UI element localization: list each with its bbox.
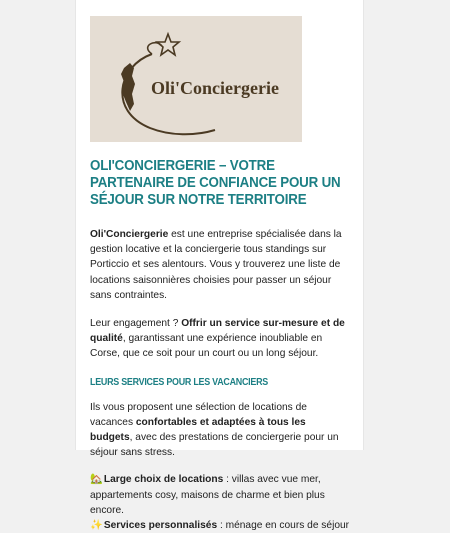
services-bold: confortables et adaptées à tous les budgets (90, 416, 306, 444)
page-title: OLI'CONCIERGERIE – VOTRE PARTENAIRE DE CONFIANCE POUR UN SÉJOUR SUR NOTRE TERRITOIRE (90, 158, 341, 208)
bullet-text: : ménage en cours de séjour (217, 520, 350, 532)
list-item (90, 472, 350, 533)
section-heading: LEURS SERVICES POUR LES VACANCIERS (90, 375, 268, 388)
bullet-title: Large choix de locations (103, 474, 224, 486)
intro-paragraph (90, 227, 350, 303)
house-garden-icon: 🏡 (90, 474, 103, 486)
services-rest: , avec des prestations de conciergerie pour un séjour sans stress. (90, 432, 339, 459)
engagement-bold: Offrir un service sur-mesure et de qualité (90, 318, 345, 345)
intro-text: est une entreprise spécialisée dans la gestion locative et la conciergerie tous standings sur Porticcio et ses alentours. Vous y trouverez une liste de locations saisonnières choisies pour passer un séjour sans contraintes. (90, 229, 342, 301)
engagement-rest: , garantissant une expérience inoubliable en Corse, que ce soit pour un court ou un long séjour. (90, 333, 323, 360)
article-content (90, 16, 350, 533)
brand-name: Oli'Conciergerie (90, 229, 169, 240)
logo-brand-text: Oli'Conciergerie (151, 78, 279, 98)
engagement-paragraph (90, 316, 350, 362)
services-lead: Ils vous proposent une sélection de locations de vacances (90, 401, 307, 428)
engagement-lead: Leur engagement ? (90, 318, 182, 330)
brand-logo (90, 16, 302, 142)
services-intro-paragraph (90, 400, 350, 461)
article-card (75, 0, 364, 532)
bullet-title: Services personnalisés (103, 520, 218, 532)
sparkles-icon: ✨ (90, 520, 103, 532)
bullet-text: : villas avec vue mer, appartements cosy, maisons de charme et bien plus encore. (90, 474, 325, 516)
